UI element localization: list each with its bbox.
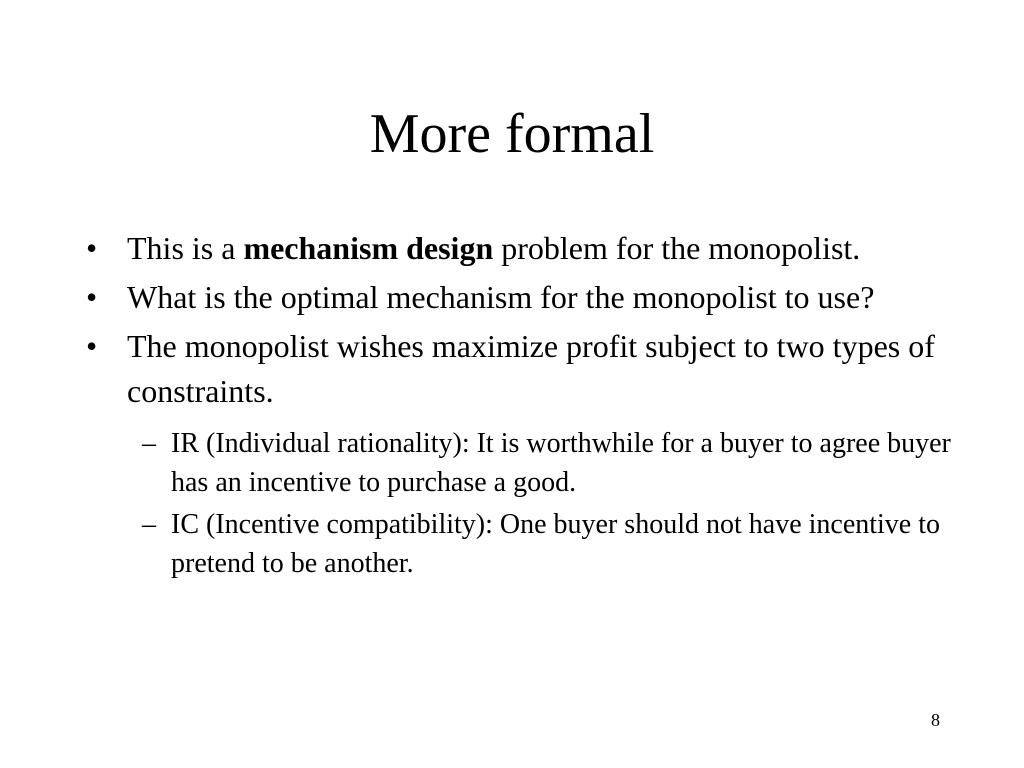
bullet-item-optimal-mechanism (82, 275, 952, 320)
subbullet-text: IC (Incentive compatibility): One buyer should not have incentive to pretend to be another. (171, 509, 941, 579)
bullet-text: What is the optimal mechanism for the monopolist to use? (127, 279, 875, 315)
subbullet-item-incentive-compatibility (82, 505, 952, 583)
bullet-marker: • (86, 230, 98, 266)
subbullet-marker: – (142, 428, 156, 459)
bullet-text-prefix: This is a (127, 230, 244, 266)
bullet-marker: • (86, 279, 98, 315)
bullet-list (82, 226, 952, 587)
bullet-text-suffix: problem for the monopolist. (493, 230, 861, 266)
bullet-item-mechanism-design (82, 226, 952, 271)
subbullet-marker: – (142, 509, 156, 540)
subbullet-list (82, 424, 952, 583)
slide-title: More formal (369, 103, 655, 165)
page-number: 8 (931, 710, 940, 730)
subbullet-text: IR (Individual rationality): It is worthwhile for a buyer to agree buyer has an incentive to purchase a good. (171, 428, 951, 498)
bullet-marker: • (86, 328, 98, 364)
subbullet-item-individual-rationality (82, 424, 952, 502)
bullet-text: The monopolist wishes maximize profit subject to two types of constraints. (127, 328, 935, 409)
bold-term: mechanism design (243, 230, 494, 266)
bullet-item-profit-constraints (82, 324, 952, 583)
